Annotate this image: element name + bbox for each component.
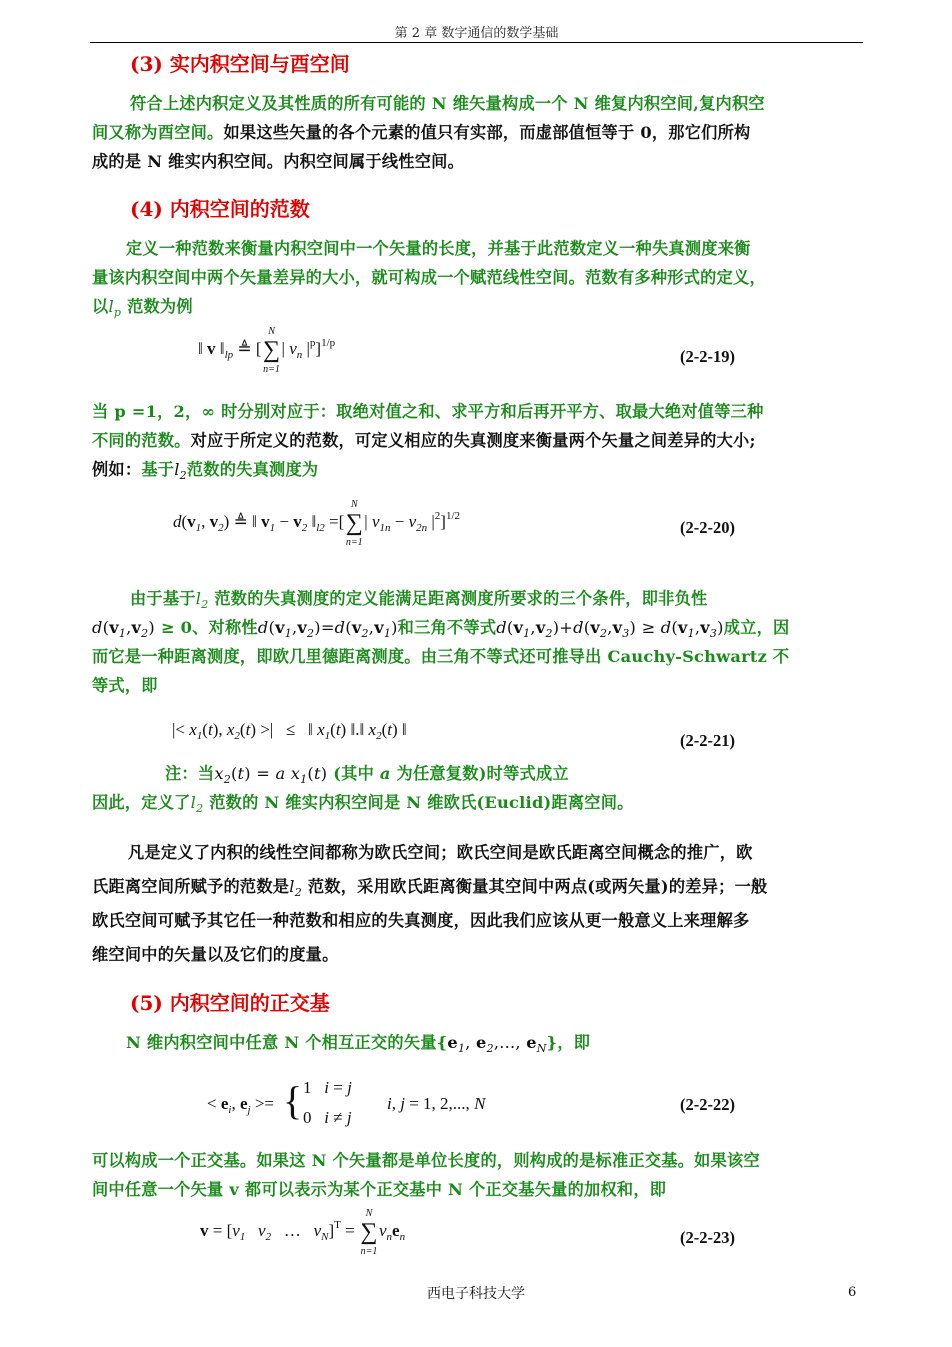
dist-line-2-a: ≥ 0、对称性 [160,618,258,637]
s4-line-6: 例如：基于$l_2$范数的失真测度为 [92,460,319,482]
dist-line-1-b: 范数的失真测度的定义能满足距离测度所要求的三个条件，即非负性 [214,589,708,608]
eq-number-21: (2-2-21) [680,731,735,750]
dist-line-1: 由于基于$l_2$ 范数的失真测度的定义能满足距离测度所要求的三个条件，即非负性 [130,589,708,611]
eq-number-20: (2-2-20) [680,518,735,537]
dist-line-2-b: 和三角不等式 [397,618,497,637]
s4-line-5 [92,426,862,455]
header-rule [90,42,863,43]
s4-line-3: 以$l_p$ 范数为例 [92,297,193,319]
page-footer: 西电子科技大学 [427,1286,525,1302]
s3-line-2-black: 如果这些矢量的各个元素的值只有实部，而虚部值恒等于 0，那它们所构 [223,123,751,142]
s5-line-1-b: }，即 [546,1033,591,1052]
note-a: 注：当 [165,764,215,783]
s4-line-6-green-a: 基于 [141,460,175,479]
s4-line-3-a: 以 [92,297,109,316]
s5-line-2: 可以构成一个正交基。如果这 N 个矢量都是单位长度的，则构成的是标准正交基。如果该空 [92,1151,760,1170]
euclid-line-3: 欧氏空间可赋予其它任一种范数和相应的失真测度，因此我们应该从更一般意义上来理解多 [92,911,750,930]
s4-line-3-b: 范数为例 [127,297,193,316]
dist-line-2: $d(v_1,v_2) \ge 0$、对称性$d(v_1,v_2)=d(v_2,v_1)$和三角不等式$d(v_1,v_2)+d(v_2,v_3) \ge d(v_1,v_3)$成立，因 [92,618,790,640]
page-number: 6 [848,1285,857,1300]
s4-line-5-green: 不同的范数。 [92,431,191,450]
s5-line-1: N 维内积空间中任意 N 个相互正交的矢量{$e_1$, $e_2$,..., $e_N$}，即 [126,1033,591,1055]
s5-line-3: 间中任意一个矢量 v 都可以表示为某个正交基中 N 个正交基矢量的加权和，即 [92,1180,667,1199]
dist-line-5-a: 因此，定义了 [92,793,191,812]
s3-line-2 [92,118,862,147]
dist-line-1-a: 由于基于 [130,589,196,608]
section-5-title: (5) 内积空间的正交基 [130,991,330,1015]
section-4-title: (4) 内积空间的范数 [130,197,310,221]
page-header: 第 2 章 数字通信的数学基础 [394,26,559,41]
note-b: (其中 [333,764,375,783]
eq-number-22: (2-2-22) [680,1095,735,1114]
s4-line-6-black: 例如： [92,460,142,479]
eq-number-19: (2-2-19) [680,347,735,366]
s4-line-6-green-b: 范数的失真测度为 [186,460,319,479]
note-line: 注：当$x_2(t) = a$ $x_1(t)$ (其中 a 为任意复数)时等式成立 [165,764,569,786]
euclid-line-2-a: 氏距离空间所赋予的范数是 [92,877,290,896]
dist-line-3: 而它是一种距离测度，即欧几里德距离测度。由三角不等式还可推导出 Cauchy-Schwartz 不 [92,647,790,666]
note-c: 为任意复数)时等式成立 [396,764,569,783]
dist-line-4: 等式，即 [92,676,158,695]
s4-line-5-black: 对应于所定义的范数，可定义相应的失真测度来衡量两个矢量之间差异的大小; [190,431,756,450]
equation-2-2-20: $d(v_1$, $v_2$) ≜ ‖ $v_1 - v_2$ $‖_{l2}$ =[ N ∑ n=1 | $v_{1n} - v_{2n}$ $|^2]^{1/2}$ [173,499,461,548]
euclid-line-2: 氏距离空间所赋予的范数是$l_2$ 范数，采用欧氏距离衡量其空间中两点(或两矢量)的差异；一般 [92,877,768,899]
s3-line-1: 符合上述内积定义及其性质的所有可能的 N 维矢量构成一个 N 维复内积空间,复内积空 [130,94,765,113]
equation-2-2-21: |< $x_1(t)$, $x_2(t)$ >| ≤ ‖ $x_1(t)$ ‖.‖ $x_2(t)$ ‖ [172,720,407,742]
s4-line-2: 量该内积空间中两个矢量差异的大小，就可构成一个赋范线性空间。范数有多种形式的定义， [92,268,766,287]
dist-line-5-b: 范数的 N 维实内积空间是 N 维欧氏(Euclid)距离空间。 [209,793,634,812]
dist-line-5: 因此，定义了$l_2$ 范数的 N 维实内积空间是 N 维欧氏(Euclid)距离空间。 [92,793,634,815]
section-3-title: (3) 实内积空间与酉空间 [130,52,350,76]
s3-line-2-green: 间又称为酉空间。 [92,123,224,142]
s5-line-1-a: N 维内积空间中任意 N 个相互正交的矢量{ [126,1033,448,1052]
s4-line-1: 定义一种范数来衡量内积空间中一个矢量的长度，并基于此范数定义一种失真测度来衡 [126,239,751,258]
euclid-line-2-b: 范数，采用欧氏距离衡量其空间中两点(或两矢量)的差异；一般 [307,877,768,896]
s4-line-4: 当 p =1，2，∞ 时分别对应于：取绝对值之和、求平方和后再开平方、取最大绝对值等三种 [92,402,764,421]
equation-2-2-23: $v = [v_1$ $v_2$ … $v_N]^T$ = N ∑ n=1 $v_ne_n$ [200,1208,406,1257]
equation-2-2-19: ‖ v $‖_{lp}$ ≜ [ N ∑ n=1 | $v_n$ $|^p]^{1/p}$ [198,326,336,375]
euclid-line-4: 维空间中的矢量以及它们的度量。 [92,945,339,964]
dist-line-2-c: 成立，因 [723,618,790,637]
s3-line-3: 成的是 N 维实内积空间。内积空间属于线性空间。 [92,152,465,171]
eq-number-23: (2-2-23) [680,1228,735,1247]
euclid-line-1: 凡是定义了内积的线性空间都称为欧氏空间；欧氏空间是欧氏距离空间概念的推广，欧 [128,843,753,862]
equation-2-2-22: < $e_i$, $e_j$ >= { 1 i = j 0 i ≠ j i, j = 1, 2,..., N [207,1078,486,1127]
